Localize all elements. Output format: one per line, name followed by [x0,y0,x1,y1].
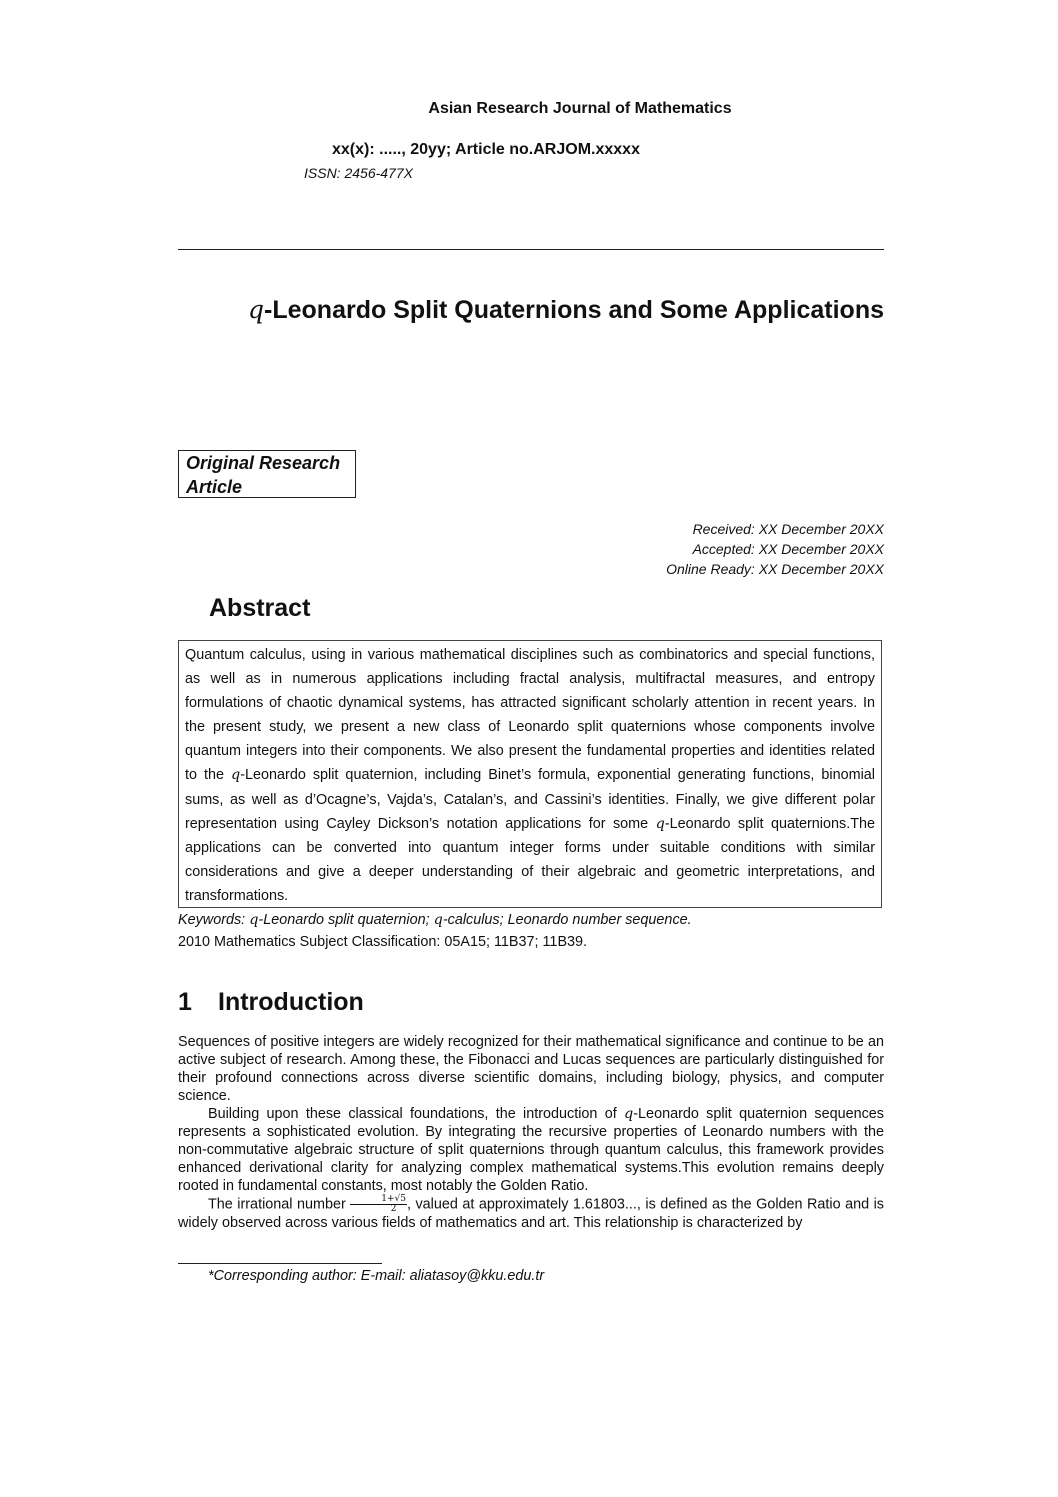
issn: ISSN: 2456-477X [304,165,413,181]
keyword-math-q: q [249,912,259,928]
section-number: 1 [178,988,192,1016]
intro-p2-text-b: -Leonardo split quaternion sequences represents a sophisticated evolution. By integrating the recursive properties of Leonardo numbers with the non-commutative algebraic structure of split quaternions through quantum calculus, this framework provides enhanced derivational clarity for analyzing complex mathematical systems.This evolution remains deeply rooted in fundamental constants, most notably the Golden Ratio. [178,1106,884,1194]
article-type-line1: Original Research [186,453,341,473]
intro-p2-text-a: Building upon these classical foundations, the introduction of [208,1106,625,1122]
keywords [178,912,692,928]
keyword-2: -calculus; Leonardo number sequence. [442,912,692,928]
intro-p3-text-b: , valued at approximately 1.61803..., is defined as the Golden Ratio and is widely observed across various fields of mathematics and art. This relationship is characterized by [178,1196,884,1231]
online-ready-date: Online Ready: XX December 20XX [666,561,884,577]
journal-issue-line: xx(x): ....., 20yy; Article no.ARJOM.xxxxx [332,141,640,158]
introduction-body [178,1033,884,1232]
fraction-numerator: 1+√5 [350,1195,407,1205]
publication-dates [666,519,884,579]
abstract-math-q: q [655,815,665,832]
section-heading-introduction [178,988,364,1017]
intro-p3-text-a: The irrational number [208,1196,351,1213]
golden-ratio-fraction [350,1195,407,1214]
abstract-body [178,640,882,908]
accepted-date: Accepted: XX December 20XX [692,541,884,557]
abstract-heading: Abstract [209,594,311,622]
received-date: Received: XX December 20XX [692,521,884,537]
subject-classification: 2010 Mathematics Subject Classification: 05A15; 11B37; 11B39. [178,934,588,950]
abstract-text-1: Quantum calculus, using in various mathematical disciplines such as combinatorics and special functions, as well as in numerous applications including fractal analysis, multifractal measures, and entropy formulations of chaotic dynamical systems, has attracted significant scholarly attention in recent years. In the present study, we present a new class of Leonardo split quaternions whose components involve quantum integers into their components. We also present the fundamental properties and identities related to the [185,647,875,784]
title-text: -Leonardo Split Quaternions and Some Applications [264,296,884,324]
abstract-math-q: q [231,767,241,784]
header-divider [178,249,884,250]
intro-math-q: q [624,1106,634,1122]
abstract-text-3: -Leonardo split quaternions.The applications can be converted into quantum integer forms under suitable conditions with similar considerations and give a deeper understanding of their algebraic and geometric interpretations, and transformations. [185,815,875,904]
keywords-label: Keywords: [178,912,250,928]
article-type-box [178,450,356,498]
journal-name: Asian Research Journal of Mathematics [428,100,732,117]
paper-title [178,295,884,325]
corresponding-author-footnote: *Corresponding author: E-mail: aliatasoy@kku.edu.tr [208,1268,545,1284]
intro-paragraph-3 [178,1195,884,1232]
fraction-denominator: 2 [390,1204,397,1214]
abstract-text-2: -Leonardo split quaternion, including Binet’s formula, exponential generating functions, binomial sums, as well as d’Ocagne’s, Vajda’s, Catalan’s, and Cassini’s identities. Finally, we give different polar representation using Cayley Dickson’s notation applications for some [185,767,875,832]
keyword-1: -Leonardo split quaternion; [258,912,434,928]
intro-paragraph-1: Sequences of positive integers are widely recognized for their mathematical significance and continue to be an active subject of research. Among these, the Fibonacci and Lucas sequences are particularly distinguished for their profound connections across diverse scientific domains, including biology, physics, and computer science. [178,1034,884,1104]
intro-paragraph-2 [178,1105,884,1195]
title-math-q: q [248,295,265,324]
section-title: Introduction [218,988,364,1016]
footnote-divider [178,1263,382,1264]
keyword-math-q: q [433,912,443,928]
article-type-line2: Article [186,477,243,497]
